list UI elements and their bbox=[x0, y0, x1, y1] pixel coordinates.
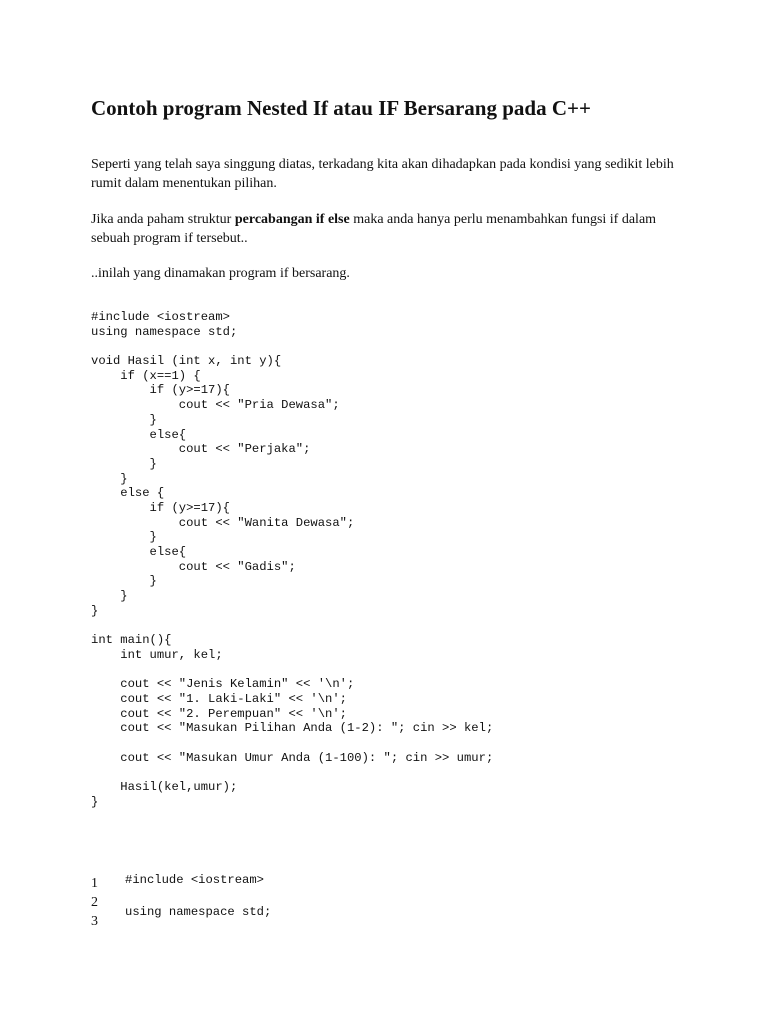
code-line: cout << "Masukan Pilihan Anda (1-2): "; cin >> kel; bbox=[91, 721, 494, 736]
line-number: 1 bbox=[91, 876, 98, 891]
code-line: else { bbox=[91, 486, 165, 501]
code-line: } bbox=[91, 471, 128, 486]
code-line: cout << "Perjaka"; bbox=[91, 442, 311, 457]
code-line: using namespace std; bbox=[91, 324, 238, 339]
code-line: } bbox=[91, 456, 157, 471]
code-line: } bbox=[91, 530, 157, 545]
code-line: } bbox=[91, 794, 99, 809]
code-line: int main(){ bbox=[91, 633, 172, 648]
code-line: if (x==1) { bbox=[91, 368, 201, 383]
code-line: if (y>=17){ bbox=[91, 500, 230, 515]
code-line: else{ bbox=[91, 545, 187, 559]
code-line: void Hasil (int x, int y){ bbox=[91, 354, 282, 369]
code-line: #include <iostream> bbox=[125, 873, 264, 887]
paragraph-text: Jika anda paham struktur bbox=[91, 212, 235, 227]
line-number-column bbox=[91, 874, 98, 931]
code-line bbox=[91, 765, 493, 780]
if-else-paragraph bbox=[91, 210, 691, 248]
code-block bbox=[91, 310, 493, 809]
line-number: 2 bbox=[91, 895, 98, 910]
code-line bbox=[91, 663, 493, 678]
code-line bbox=[91, 339, 493, 354]
code-line bbox=[125, 888, 271, 904]
code-line: cout << "Masukan Umur Anda (1-100): "; cin >> umur; bbox=[91, 750, 494, 765]
code-line bbox=[91, 618, 493, 633]
code-line: cout << "Pria Dewasa"; bbox=[91, 398, 340, 413]
code-line: int umur, kel; bbox=[91, 647, 223, 662]
code-line: } bbox=[91, 412, 157, 427]
code-line bbox=[91, 736, 493, 751]
paragraph-text: maka anda hanya perlu menambahkan fungsi if dalam sebuah program if tersebut.. bbox=[91, 212, 657, 246]
bold-term: percabangan if else bbox=[234, 212, 350, 227]
line-number: 3 bbox=[91, 914, 98, 929]
code-line: cout << "Gadis"; bbox=[91, 559, 296, 574]
code-line: cout << "Wanita Dewasa"; bbox=[91, 515, 355, 530]
code-line: } bbox=[91, 589, 128, 604]
intro-paragraph: Seperti yang telah saya singgung diatas, terkadang kita akan dihadapkan pada kondisi yang sedikit lebih rumit dalam menentukan pilihan. bbox=[91, 157, 674, 191]
code-line: } bbox=[91, 603, 99, 618]
code-line: } bbox=[91, 574, 157, 589]
code-line: #include <iostream> bbox=[91, 310, 230, 324]
code-line: using namespace std; bbox=[125, 905, 272, 919]
code-line: if (y>=17){ bbox=[91, 383, 230, 398]
page-title: Contoh program Nested If atau IF Bersarang pada C++ bbox=[91, 96, 591, 120]
code-line: cout << "2. Perempuan" << '\n'; bbox=[91, 706, 347, 721]
code-line: cout << "Jenis Kelamin" << '\n'; bbox=[91, 677, 355, 692]
code-line: Hasil(kel,umur); bbox=[91, 780, 238, 794]
nested-if-paragraph: ..inilah yang dinamakan program if bersarang. bbox=[91, 266, 350, 281]
code-line: else{ bbox=[91, 427, 187, 442]
numbered-code-lines bbox=[125, 872, 271, 920]
code-line: cout << "1. Laki-Laki" << '\n'; bbox=[91, 691, 347, 706]
